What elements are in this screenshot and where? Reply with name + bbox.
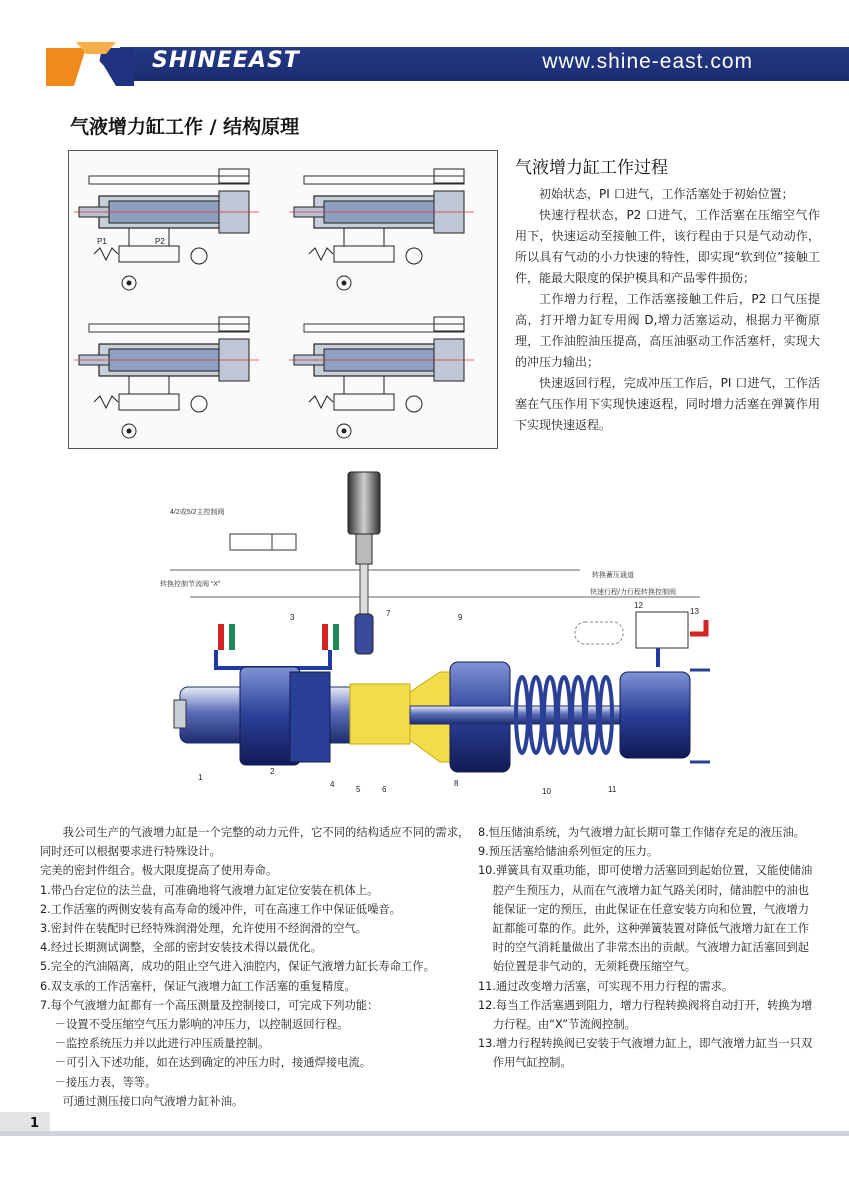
features-intro: 我公司生产的气液增力缸是一个完整的动力元件，它不同的结构适应不同的需求，同时还可以根据要求进行特殊设计。 <box>40 826 470 859</box>
feature-item: 9.预压活塞给储油系列恒定的压力。 <box>478 845 659 859</box>
features-closing: 可通过测压接口向气液增力缸补油。 <box>62 1094 244 1108</box>
callout-number: 2 <box>270 767 275 776</box>
arrow-green <box>333 624 339 650</box>
feature-item: 12.每当工作活塞遇到阻力，增力行程转换阀将自动打开，转换为增力行程。由“X”节流阀控制。 <box>478 998 813 1032</box>
process-paragraph: 工作增力行程，工作活塞接触工件后，P2 口气压提高，打开增力缸专用阀 D,增力活塞运动，根据力平衡原理，工作油腔油压提高，高压油驱动工作活塞杆，实现大的冲压力输出； <box>515 292 820 369</box>
feature-item: 2.工作活塞的两侧安装有高寿命的缓冲件，可在高速工作中保证低噪音。 <box>40 902 401 916</box>
feature-item: 3.密封件在装配时已经特殊润滑处理，允许使用不经润滑的空气。 <box>40 922 368 936</box>
features-right <box>478 823 818 1073</box>
feature-subitem: －监控系统压力并以此进行冲压质量控制。 <box>54 1037 270 1051</box>
feature-item: 13.增力行程转换阀已安装于气液增力缸上，即气液增力缸当一只双作用气缸控制。 <box>478 1037 813 1070</box>
label-storage-channel: 转换蓄压通道 <box>592 572 634 579</box>
callout-number: 12 <box>634 601 643 610</box>
switch-valve-symbol <box>636 612 688 648</box>
feature-item: 8.恒压储油系统，为气液增力缸长期可靠工作储存充足的液压油。 <box>478 826 806 839</box>
feature-subitem: －设置不受压缩空气压力影响的冲压力，以控制返回行程。 <box>54 1018 349 1032</box>
feature-item: 1.带凸台定位的法兰盘，可准确地将气液增力缸定位安装在机体上。 <box>40 883 379 897</box>
label-p1: P1 <box>97 237 107 246</box>
label-switch-valve: 快速行程/力行程转换控制阀 <box>590 589 676 596</box>
pressure-sensor <box>348 472 380 534</box>
page-number: 1 <box>0 1112 50 1136</box>
cylinder-cutaway-figure <box>150 462 730 807</box>
callout-number: 8 <box>454 779 459 788</box>
logo-icon <box>46 38 134 86</box>
schematic-panel <box>74 169 259 290</box>
features-left <box>40 823 470 1111</box>
feature-item: 10.弹簧具有双重功能，即可使增力活塞回到起始位置，又能使储油腔产生预压力，从而在气液增力缸气路关闭时，储油腔中的油也能保证一定的预压，由此保证在任意安装方向和位置，气液增力缸都能可靠的作。此外，这种弹簧装置对降低气液增力缸在工作时的空气消耗量做出了非常杰出的贡献。气液增力缸活塞回到起始位置是非气动的，无须耗费压缩空气。 <box>478 864 813 974</box>
callout-number: 6 <box>382 785 387 794</box>
arrow-red <box>218 624 224 650</box>
callout-number: 7 <box>386 609 391 618</box>
page-header <box>0 38 849 86</box>
callout-number: 5 <box>356 785 361 794</box>
features-seal: 完美的密封件组合。极大限度提高了使用寿命。 <box>40 864 278 878</box>
feature-item: 5.完全的汽油隔离，成功的阻止空气进入油腔内，保证气液增力缸长寿命工作。 <box>40 960 435 974</box>
process-paragraph: 快速返回行程，完成冲压工作后，PI 口进气，工作活塞在气压作用下实现快速返程，同时增力活塞在弹簧作用下实现快速返程。 <box>515 376 820 432</box>
feature-item: 11.通过改变增力活塞，可实现不用力行程的需求。 <box>478 979 734 993</box>
callout-number: 9 <box>458 613 463 622</box>
footer-divider <box>0 1131 849 1136</box>
feature-item: 6.双支承的工作活塞杆，保证气液增力缸工作活塞的重复精度。 <box>40 979 356 993</box>
end-cap <box>620 672 690 758</box>
callout-number: 11 <box>608 785 617 794</box>
process-paragraph: 初始状态，PI 口进气，工作活塞处于初始位置； <box>539 187 794 201</box>
feature-subitem: －接压力表，等等。 <box>54 1075 157 1089</box>
process-heading: 气液增力缸工作过程 <box>515 158 668 178</box>
feature-item: 4.经过长期测试调整，全部的密封安装技术得以最优化。 <box>40 941 322 955</box>
oil-chamber <box>350 684 410 744</box>
schematic-drawing <box>69 151 497 448</box>
label-x-valve: 转换控制节流阀 “X” <box>160 581 221 588</box>
schematic-diagram-panels <box>68 150 498 449</box>
feature-item: 7.每个气液增力缸都有一个高压测量及控制接口，可完成下列功能： <box>40 998 379 1012</box>
page-title: 气液增力缸工作 / 结构原理 <box>70 116 300 138</box>
callout-number: 3 <box>290 613 295 622</box>
callout-number: 1 <box>198 773 203 782</box>
process-section <box>515 153 820 436</box>
website-url[interactable]: www.shine-east.com <box>542 50 753 73</box>
callout-number: 10 <box>542 787 551 796</box>
arrow-red <box>322 624 328 650</box>
label-main-valve: 4/2或5/2主控制阀 <box>170 509 225 516</box>
feature-subitem: －可引入下述功能，如在达到确定的冲压力时，接通焊接电流。 <box>54 1056 372 1070</box>
callout-number: 4 <box>330 780 335 789</box>
label-p2: P2 <box>155 237 165 246</box>
process-paragraph: 快速行程状态，P2 口进气，工作活塞在压缩空气作用下，快速运动至接触工件，该行程由于只是气动动作，所以具有气动的小力快速的特性，即实现“软到位”接触工件，能最大限度的保护模具和产品零件损伤； <box>515 208 820 285</box>
main-valve-symbol <box>230 534 272 550</box>
logo-text: SHINEEAST <box>152 48 300 73</box>
arrow-green <box>229 624 235 650</box>
callout-number: 13 <box>690 607 699 616</box>
